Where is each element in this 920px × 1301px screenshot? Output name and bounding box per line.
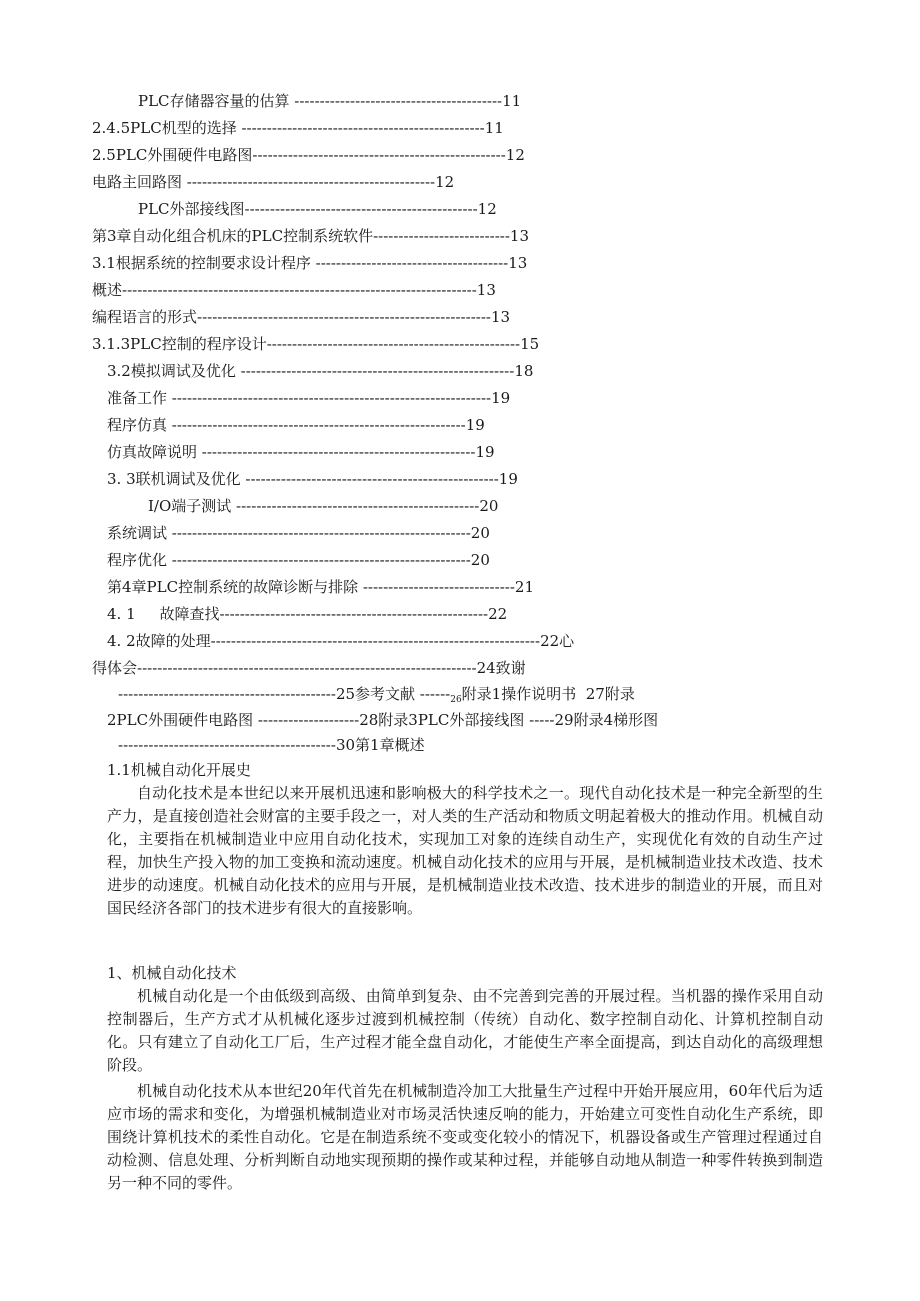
toc-entry: -------------------------------------------25参考文献 ------ [118, 685, 451, 703]
toc-entry: 第3章自动化组合机床的PLC控制系统软件---------------------------13 [92, 227, 530, 245]
toc-entry: 准备工作 ---------------------------------------------------------------19 [107, 389, 511, 407]
toc-entry: 程序优化 -----------------------------------------------------------20 [107, 551, 490, 569]
toc-entry: 4. 2故障的处理-----------------------------------------------------------------22心 [107, 632, 575, 650]
toc-entry: 3.2模拟调试及优化 ------------------------------------------------------18 [107, 362, 534, 380]
toc-entry: 编程语言的形式----------------------------------------------------------13 [92, 308, 511, 326]
toc-entry: 3. 3联机调试及优化 --------------------------------------------------19 [107, 470, 518, 488]
toc-entry: I/O端子测试 ------------------------------------------------20 [148, 497, 499, 515]
paragraph-development [107, 1080, 823, 1195]
toc-entry: 附录1操作说明书 27附录 [461, 685, 635, 703]
paragraph-technology [107, 985, 823, 1077]
paragraph-text: 机械自动化是一个由低级到高级、由简单到复杂、由不完善到完善的开展过程。当机器的操作采用自动控制器后，生产方式才从机械化逐步过渡到机械控制（传统）自动化、数字控制自动化、计算机控制自动化。只有建立了自动化工厂后，生产过程才能全盘自动化，才能使生产率全面提高，到达自动化的高级理想阶段。 [107, 987, 823, 1074]
toc-entry: PLC外部接线图----------------------------------------------12 [138, 200, 497, 218]
toc-entry: 3.1根据系统的控制要求设计程序 --------------------------------------13 [92, 254, 528, 272]
toc-entry-continuation [118, 684, 635, 710]
toc-page-number: 26 [450, 695, 462, 705]
section-heading: 1、机械自动化技术 [107, 964, 237, 982]
toc-entry: 第4章PLC控制系统的故障诊断与排除 ------------------------------21 [107, 578, 534, 596]
paragraph-text: 机械自动化技术从本世纪20年代首先在机械制造冷加工大批量生产过程中开始开展应用，60年代后为适应市场的需求和变化，为增强机械制造业对市场灵活快速反响的能力，开始建立可变性自动化生产系统，即围绕计算机技术的柔性自动化。它是在制造系统不变或变化较小的情况下，机器设备或生产管理过程通过自动检测、信息处理、分析判断自动地实现预期的操作或某种过程，并能够自动地从制造一种零件转换到制造另一种不同的零件。 [107, 1082, 823, 1192]
section-heading: 1.1机械自动化开展史 [107, 761, 251, 779]
toc-entry: -------------------------------------------30第1章概述 [118, 736, 425, 754]
toc-entry: 2PLC外围硬件电路图 --------------------28附录3PLC外部接线图 -----29附录4梯形图 [107, 711, 659, 729]
toc-entry: 2.5PLC外围硬件电路图--------------------------------------------------12 [92, 146, 525, 164]
toc-entry: 2.4.5PLC机型的选择 ------------------------------------------------11 [92, 119, 504, 137]
toc-entry: 概述----------------------------------------------------------------------13 [92, 281, 496, 299]
paragraph-history [107, 782, 823, 920]
toc-entry: 4. 1 故障查找-----------------------------------------------------22 [107, 605, 508, 623]
toc-entry: 仿真故障说明 ------------------------------------------------------19 [107, 443, 495, 461]
toc-entry: 电路主回路图 -------------------------------------------------12 [92, 173, 455, 191]
toc-entry: 3.1.3PLC控制的程序设计--------------------------------------------------15 [92, 335, 540, 353]
toc-entry: 系统调试 -----------------------------------------------------------20 [107, 524, 490, 542]
toc-entry: PLC存储器容量的估算 -----------------------------------------11 [138, 92, 522, 110]
toc-entry: 得体会-------------------------------------------------------------------24致谢 [92, 659, 526, 677]
paragraph-text: 自动化技术是本世纪以来开展机迅速和影响极大的科学技术之一。现代自动化技术是一种完全新型的生产力，是直接创造社会财富的主要手段之一，对人类的生产活动和物质文明起着极大的推动作用。机械自动化，主要指在机械制造业中应用自动化技术，实现加工对象的连续自动生产，实现优化有效的自动生产过程，加快生产投入物的加工变换和流动速度。机械自动化技术的应用与开展，是机械制造业技术改造、技术进步的动速度。机械自动化技术的应用与开展，是机械制造业技术改造、技术进步的制造业的开展，而且对国民经济各部门的技术进步有很大的直接影响。 [107, 784, 823, 917]
toc-entry: 程序仿真 ----------------------------------------------------------19 [107, 416, 485, 434]
